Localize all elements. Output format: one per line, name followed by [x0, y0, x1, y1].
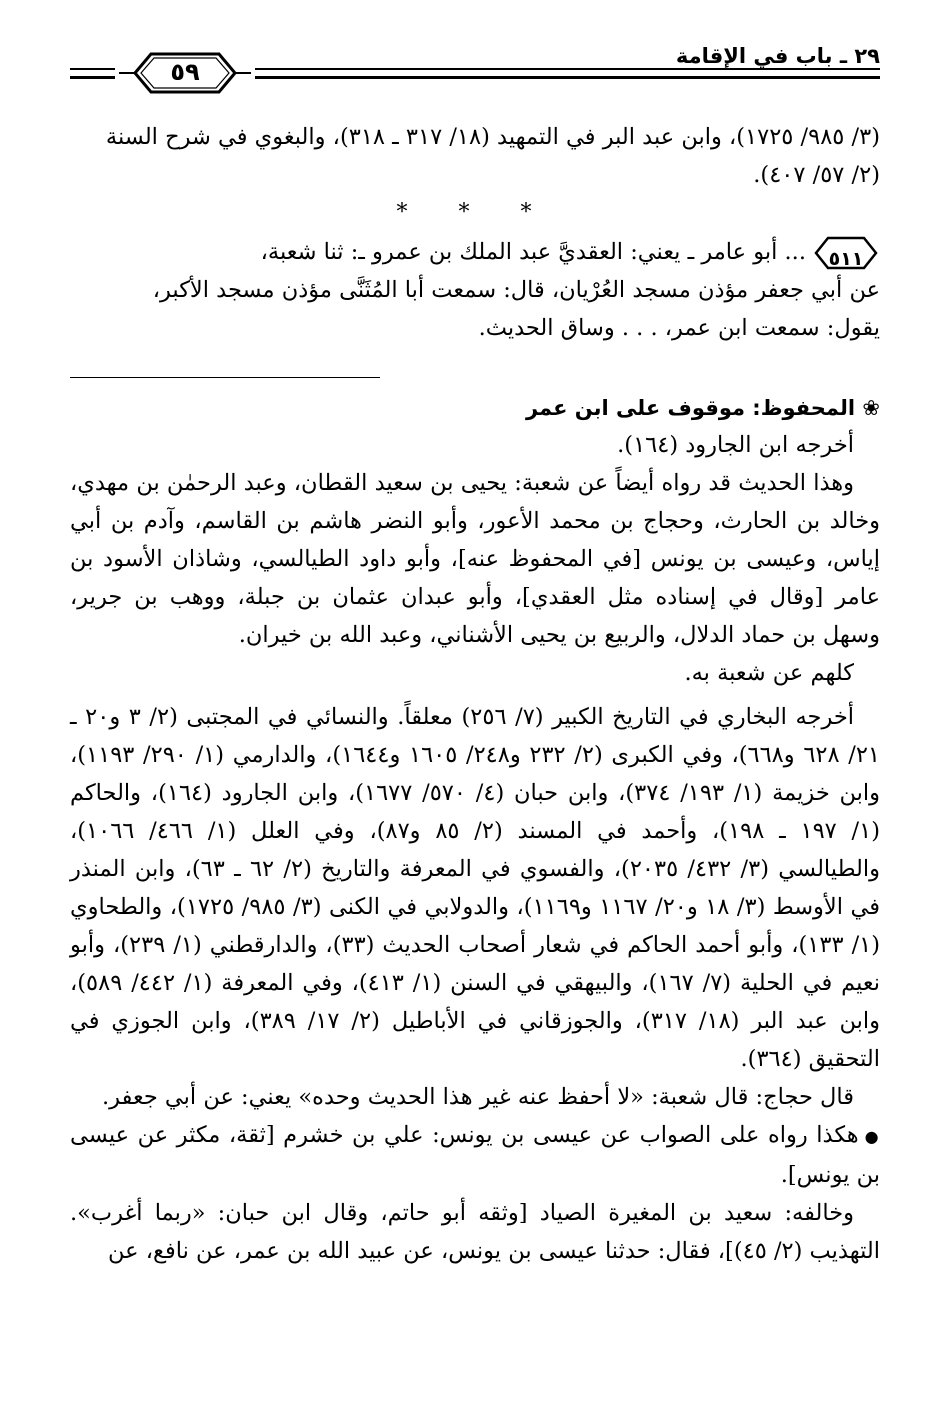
text-line: يقول: سمعت ابن عمر، . . . وساق الحديث.: [478, 315, 880, 341]
page-number-badge: [115, 48, 255, 98]
hadith-number: ٥١١: [828, 248, 864, 270]
paragraph: كلهم عن شعبة به.: [684, 660, 854, 686]
paragraph-text: هكذا رواه على الصواب عن عيسى بن يونس: علي بن خشرم [ثقة، مكثر عن عيسى بن يونس].: [70, 1122, 880, 1188]
hadith-block: [70, 233, 880, 347]
section-divider-stars: * * *: [396, 200, 554, 225]
header-rule: [255, 68, 880, 70]
paragraph: وهذا الحديث قد رواه أيضاً عن شعبة: يحيى بن سعيد القطان، وعبد الرحمٰن بن مهدي، وخالد بن الحارث، وحجاج بن محمد الأعور، وأبو النضر هاشم بن القاسم، وآدم بن أبي إياس، وعيسى بن يونس [في المحفوظ عنه]، وأبو داود الطيالسي، وشاذان الأسود بن عامر [وقال في إسناده مثل العقدي]، وأبو عبدان عثمان بن جبلة، ووهب بن جرير، وسهل بن حماد الدلال، والربيع بن يحيى الأشناني، وعبد الله بن خيران.: [70, 470, 880, 648]
paragraph: أخرجه ابن الجارود (١٦٤).: [617, 432, 854, 458]
header-rule: [70, 68, 115, 70]
paragraph: وخالفه: سعيد بن المغيرة الصياد [وثقه أبو حاتم، وقال ابن حبان: «ربما أغرب». التهذيب (٢/ ٤٥)]، فقال: حدثنا عيسى بن يونس، عن عبيد الله بن عمر، عن نافع، عن: [70, 1200, 880, 1264]
text-line: [70, 233, 880, 271]
commentary-heading: [70, 390, 880, 426]
hadith-number-badge: [812, 235, 880, 271]
bullet-icon: ●: [864, 1127, 880, 1146]
book-page: [70, 38, 880, 1403]
header-rule: [255, 76, 880, 79]
page-header: [70, 38, 880, 102]
header-rule: [70, 76, 115, 79]
commentary-section: [70, 390, 880, 1270]
text-line: (٢/ ٥٧/ ٤٠٧).: [753, 162, 880, 188]
page-body: [70, 118, 880, 1270]
chapter-title: ٢٩ ـ باب في الإقامة: [675, 44, 880, 68]
flower-icon: ❀: [862, 396, 880, 420]
paragraph: أخرجه البخاري في التاريخ الكبير (٧/ ٢٥٦) معلقاً. والنسائي في المجتبى (٢/ ٣ و٢٠ ـ ٢١/ ٦٢٨ و٦٦٨)، وفي الكبرى (٢/ ٢٣٢ و٢٤٨/ ١٦٠٥ و١٦٤٤)، والدارمي (١/ ٢٩٠/ ١١٩٣)، وابن خزيمة (١/ ١٩٣/ ٣٧٤)، وابن حبان (٤/ ٥٧٠/ ١٦٧٧)، وابن الجارود (١٦٤)، والحاكم (١/ ١٩٧ ـ ١٩٨)، وأحمد في المسند (٢/ ٨٥ و٨٧)، وفي العلل (١/ ٤٦٦/ ١٠٦٦)، والطيالسي (٣/ ٤٣٢/ ٢٠٣٥)، والفسوي في المعرفة والتاريخ (٢/ ٦٢ ـ ٦٣)، وابن المنذر في الأوسط (٣/ ١٨ و٢٠/ ١١٦٧ و١١٦٩)، والدولابي في الكنى (٣/ ٩٨٥/ ١٧٢٥)، والطحاوي (١/ ١٣٣)، وأبو أحمد الحاكم في شعار أصحاب الحديث (٣٣)، والدارقطني (١/ ٢٣٩)، وأبو نعيم في الحلية (٧/ ١٦٧)، والبيهقي في السنن (١/ ٤١٣)، وفي المعرفة (١/ ٤٤٢/ ٥٨٩)، وابن عبد البر (١٨/ ٣١٧)، والجوزقاني في الأباطيل (٢/ ١٧/ ٣٨٩)، وابن الجوزي في التحقيق (٣٦٤).: [70, 704, 881, 1072]
page-number: ٥٩: [170, 58, 200, 86]
text-line: (٣/ ٩٨٥/ ١٧٢٥)، وابن عبد البر في التمهيد (١٨/ ٣١٧ ـ ٣١٨)، والبغوي في شرح السنة: [105, 124, 880, 150]
text-line: عن أبي جعفر مؤذن مسجد العُرْيان، قال: سمعت أبا المُثَنَّى مؤذن مسجد الأكبر،: [152, 277, 880, 303]
hadith-text: ... أبو عامر ـ يعني: العقديَّ عبد الملك بن عمرو ـ: ثنا شعبة،: [260, 239, 806, 265]
heading-text: المحفوظ: موقوف على ابن عمر: [525, 396, 856, 420]
footnote-separator: [70, 377, 380, 378]
paragraph: [70, 1116, 880, 1194]
paragraph: قال حجاج: قال شعبة: «لا أحفظ عنه غير هذا الحديث وحده» يعني: عن أبي جعفر.: [102, 1084, 854, 1110]
